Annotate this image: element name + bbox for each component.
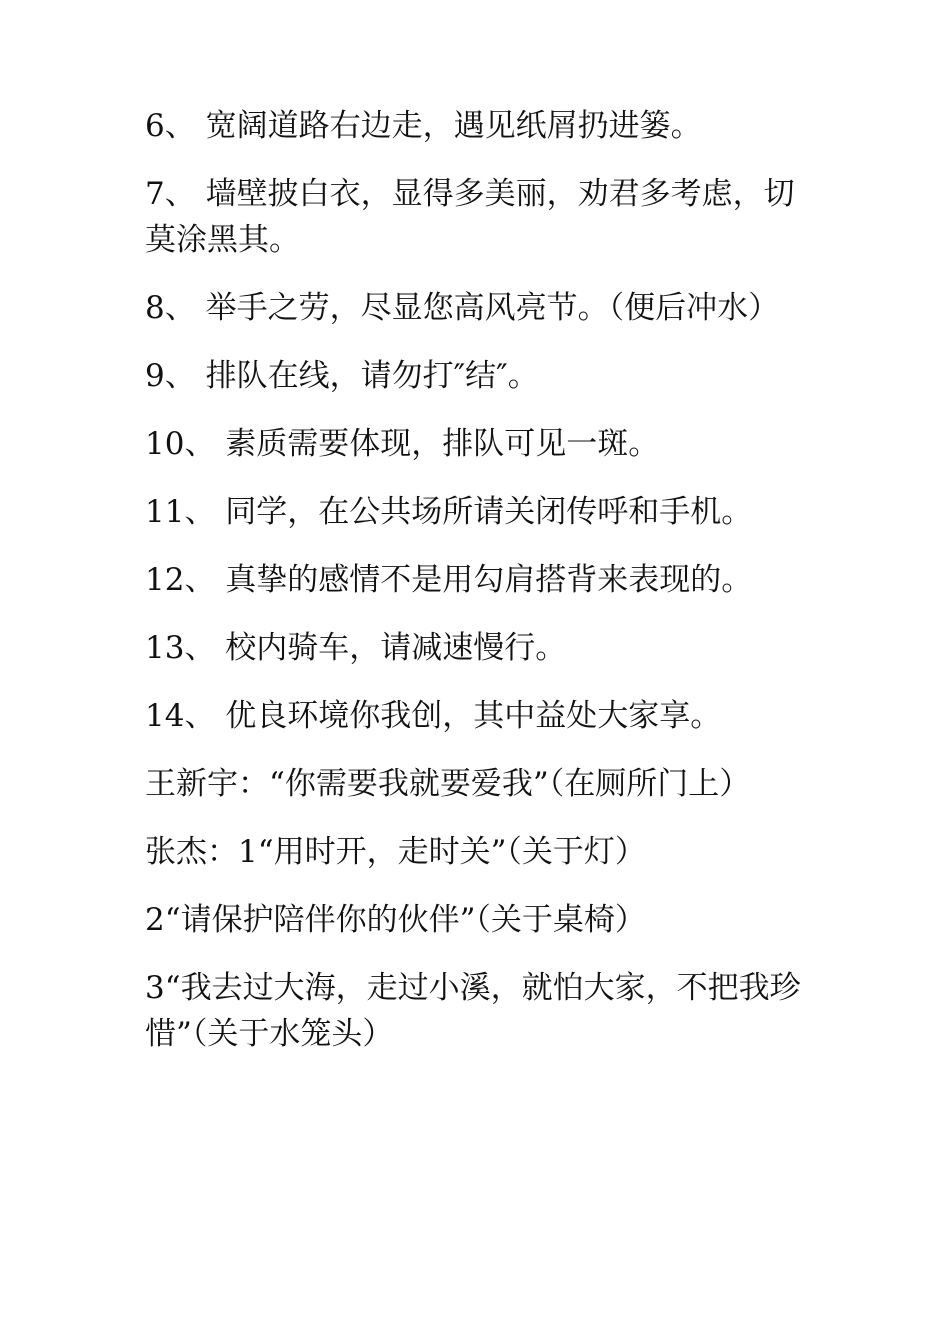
paragraph-text: 真挚的感情不是用勾肩搭背来表现的。 (215, 562, 753, 598)
paragraph-9 (145, 353, 810, 399)
paragraph-text: 宽阔道路右边走，遇见纸屑扔进篓。 (195, 108, 702, 144)
paragraph-11 (145, 489, 810, 535)
item-number: 6、 (145, 108, 196, 144)
item-number: 9、 (145, 358, 196, 394)
item-number: 7、 (145, 176, 196, 212)
paragraph-6 (145, 103, 810, 149)
item-number: 10、 (145, 426, 216, 462)
item-number: 14、 (145, 698, 216, 734)
paragraph-text: 王新宇：“你需要我就要爱我”（在厕所门上） (145, 766, 751, 802)
paragraph-text: 素质需要体现，排队可见一斑。 (215, 426, 660, 462)
paragraph-text: 2“请保护陪伴你的伙伴”（关于桌椅） (145, 902, 646, 938)
paragraph-text: 墙壁披白衣，显得多美丽，劝君多考虑，切莫涂黑其。 (145, 176, 795, 258)
paragraph-text: 校内骑车，请减速慢行。 (215, 630, 567, 666)
paragraph-text: 排队在线，请勿打″结″。 (195, 358, 539, 394)
item-number: 12、 (145, 562, 216, 598)
paragraph-7 (145, 171, 810, 263)
paragraph-wang-xinyu (145, 761, 810, 807)
paragraph-zhang-jie-1 (145, 829, 810, 875)
paragraph-text: 同学，在公共场所请关闭传呼和手机。 (215, 494, 753, 530)
paragraph-zhang-jie-2 (145, 897, 810, 943)
item-number: 8、 (145, 290, 196, 326)
paragraph-10 (145, 421, 810, 467)
paragraph-text: 3“我去过大海，走过小溪，就怕大家，不把我珍惜”（关于水笼头） (145, 970, 801, 1052)
paragraph-14 (145, 693, 810, 739)
paragraph-13 (145, 625, 810, 671)
paragraph-text: 优良环境你我创，其中益处大家享。 (215, 698, 722, 734)
paragraph-zhang-jie-3 (145, 965, 810, 1057)
paragraph-text: 举手之劳，尽显您高风亮节。（便后冲水） (195, 290, 780, 326)
paragraph-8 (145, 285, 810, 331)
item-number: 13、 (145, 630, 216, 666)
document-page (145, 103, 810, 1079)
item-number: 11、 (145, 494, 216, 530)
paragraph-text: 张杰：1“用时开，走时关”（关于灯） (145, 834, 646, 870)
paragraph-12 (145, 557, 810, 603)
